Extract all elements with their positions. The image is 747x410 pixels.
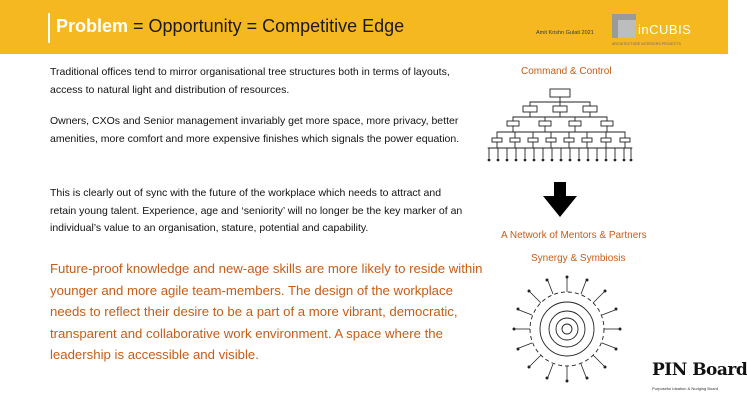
logo-subtitle: ARCHITECTURE INTERIORS PROJECTS (612, 42, 681, 46)
pin-board-tagline: Purposeful Ideation & Nudging Board (652, 386, 719, 391)
header-bar (0, 0, 728, 54)
paragraph-3: This is clearly out of sync with the future of the workplace which needs to attract and retain young talent. Experience, age and ‘seniority’ will no longer be the key marker of an individual’s value to an organisation, stature, potential and capability. (50, 187, 463, 234)
header-divider (48, 13, 50, 43)
incubis-logo (612, 14, 704, 50)
logo-square-light (618, 20, 636, 38)
pin-board-wordmark: PIN Board (652, 360, 747, 380)
title-rest: = Opportunity = Competitive Edge (128, 16, 405, 36)
logo-text: inCUBIS (638, 22, 692, 37)
down-arrow-icon (537, 180, 583, 220)
slide-title (56, 15, 404, 37)
author-credit: Amit Krishn Gulati 2021 (536, 30, 594, 36)
network-label: A Network of Mentors & Partners (501, 230, 647, 241)
title-keyword: Problem (56, 16, 129, 36)
synergy-label: Synergy & Symbiosis (531, 253, 626, 264)
pin-board-logo (652, 360, 747, 406)
highlight-paragraph: Future-proof knowledge and new-age skills are more likely to reside within younger and more agile team-members. The design of the workplace needs to reflect their desire to be a part of a more vibrant, democratic, transparent and collaborative work environment. A space where the leadership is accessible and visible. (50, 261, 483, 363)
paragraph-1: Traditional offices tend to mirror organisational tree structures both in terms of layouts, access to natural light and distribution of resources. (50, 66, 450, 96)
paragraph-2: Owners, CXOs and Senior management invariably get more space, more privacy, better amenities, more comfort and more expensive finishes which signals the power equation. (50, 115, 460, 145)
command-control-label: Command & Control (521, 66, 612, 77)
concentric-circles-icon (510, 274, 625, 384)
